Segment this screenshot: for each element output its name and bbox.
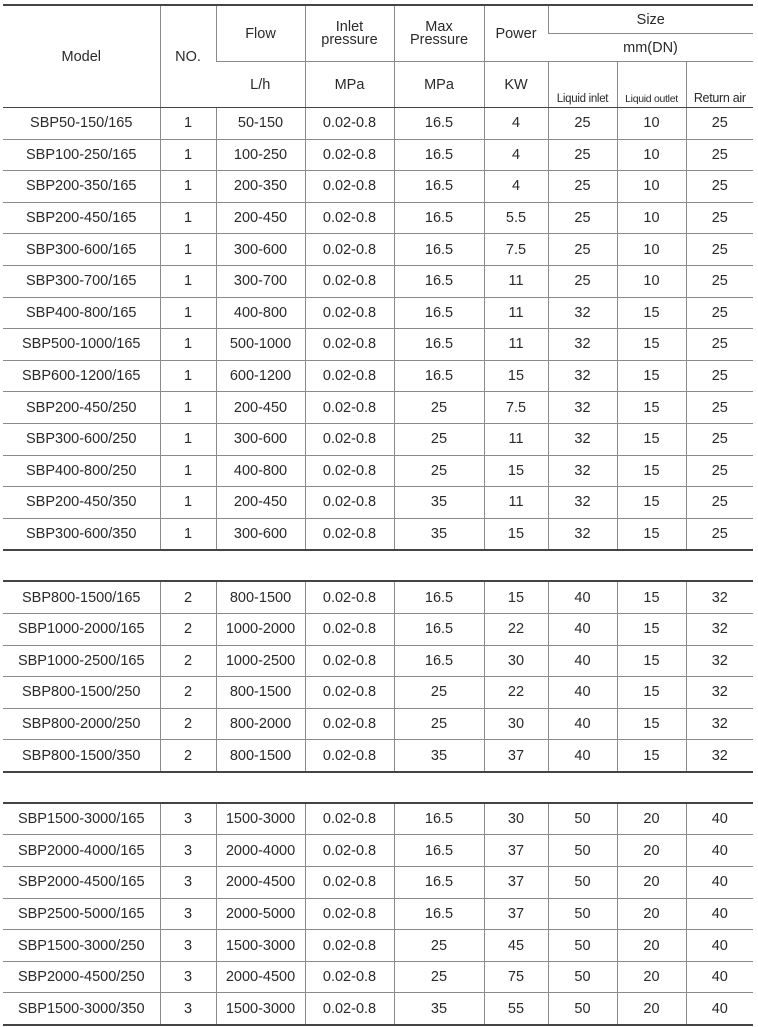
cell-no: 1	[160, 329, 216, 361]
cell-flow: 200-350	[216, 171, 305, 203]
cell-max-pressure: 35	[394, 487, 484, 519]
cell-no: 3	[160, 898, 216, 930]
cell-inlet-pressure: 0.02-0.8	[305, 993, 394, 1025]
cell-max-pressure: 25	[394, 392, 484, 424]
cell-liquid-inlet: 40	[548, 645, 617, 677]
table-row	[3, 108, 753, 140]
table-row	[3, 677, 753, 709]
cell-no: 3	[160, 867, 216, 899]
cell-liquid-outlet: 20	[617, 898, 686, 930]
table-row	[3, 265, 753, 297]
cell-liquid-outlet: 15	[617, 423, 686, 455]
cell-liquid-outlet: 15	[617, 360, 686, 392]
header-max-pressure	[394, 5, 484, 62]
cell-liquid-outlet: 15	[617, 329, 686, 361]
cell-model: SBP300-600/250	[3, 423, 160, 455]
header-model: Model	[3, 5, 160, 108]
cell-return-air: 32	[686, 677, 753, 709]
table-row	[3, 171, 753, 203]
cell-inlet-pressure: 0.02-0.8	[305, 297, 394, 329]
cell-flow: 500-1000	[216, 329, 305, 361]
cell-max-pressure: 16.5	[394, 867, 484, 899]
cell-return-air: 32	[686, 708, 753, 740]
group-spacer-cell	[3, 772, 753, 803]
cell-power: 15	[484, 518, 548, 550]
cell-inlet-pressure: 0.02-0.8	[305, 139, 394, 171]
cell-return-air: 25	[686, 297, 753, 329]
cell-liquid-outlet: 10	[617, 139, 686, 171]
table-row	[3, 740, 753, 772]
cell-return-air: 40	[686, 835, 753, 867]
cell-max-pressure: 16.5	[394, 202, 484, 234]
table-row	[3, 645, 753, 677]
table-row	[3, 297, 753, 329]
cell-model: SBP800-2000/250	[3, 708, 160, 740]
cell-liquid-outlet: 20	[617, 867, 686, 899]
table-row	[3, 930, 753, 962]
header-flow-label: Flow	[245, 25, 276, 42]
cell-inlet-pressure: 0.02-0.8	[305, 961, 394, 993]
cell-liquid-inlet: 32	[548, 360, 617, 392]
cell-model: SBP1000-2000/165	[3, 613, 160, 645]
cell-liquid-inlet: 25	[548, 139, 617, 171]
table-row	[3, 613, 753, 645]
cell-power: 30	[484, 708, 548, 740]
cell-inlet-pressure: 0.02-0.8	[305, 202, 394, 234]
cell-flow: 50-150	[216, 108, 305, 140]
cell-inlet-pressure: 0.02-0.8	[305, 867, 394, 899]
cell-no: 1	[160, 518, 216, 550]
cell-return-air: 25	[686, 329, 753, 361]
cell-liquid-inlet: 25	[548, 265, 617, 297]
cell-flow: 200-450	[216, 392, 305, 424]
cell-model: SBP2500-5000/165	[3, 898, 160, 930]
cell-no: 1	[160, 360, 216, 392]
cell-liquid-outlet: 15	[617, 455, 686, 487]
cell-power: 15	[484, 581, 548, 613]
cell-model: SBP200-350/165	[3, 171, 160, 203]
cell-return-air: 25	[686, 360, 753, 392]
cell-liquid-inlet: 32	[548, 392, 617, 424]
cell-max-pressure: 35	[394, 740, 484, 772]
table-row	[3, 835, 753, 867]
cell-no: 2	[160, 581, 216, 613]
group-spacer-cell	[3, 550, 753, 581]
cell-liquid-outlet: 15	[617, 645, 686, 677]
cell-liquid-outlet: 15	[617, 740, 686, 772]
cell-model: SBP300-700/165	[3, 265, 160, 297]
cell-no: 1	[160, 139, 216, 171]
header-size-unit: mm(DN)	[548, 34, 753, 62]
cell-max-pressure: 25	[394, 677, 484, 709]
cell-flow: 400-800	[216, 297, 305, 329]
cell-return-air: 40	[686, 961, 753, 993]
cell-inlet-pressure: 0.02-0.8	[305, 108, 394, 140]
cell-liquid-inlet: 40	[548, 677, 617, 709]
cell-max-pressure: 25	[394, 455, 484, 487]
cell-return-air: 40	[686, 867, 753, 899]
table-row	[3, 898, 753, 930]
cell-power: 15	[484, 455, 548, 487]
group-spacer	[3, 772, 753, 803]
cell-power: 11	[484, 423, 548, 455]
cell-power: 37	[484, 835, 548, 867]
cell-model: SBP1500-3000/350	[3, 993, 160, 1025]
cell-flow: 800-2000	[216, 708, 305, 740]
cell-inlet-pressure: 0.02-0.8	[305, 677, 394, 709]
cell-return-air: 25	[686, 202, 753, 234]
cell-liquid-inlet: 32	[548, 455, 617, 487]
cell-liquid-outlet: 15	[617, 297, 686, 329]
cell-return-air: 32	[686, 613, 753, 645]
cell-flow: 2000-4500	[216, 961, 305, 993]
cell-flow: 2000-4500	[216, 867, 305, 899]
cell-liquid-outlet: 10	[617, 108, 686, 140]
cell-inlet-pressure: 0.02-0.8	[305, 581, 394, 613]
cell-max-pressure: 16.5	[394, 329, 484, 361]
cell-max-pressure: 16.5	[394, 645, 484, 677]
cell-return-air: 25	[686, 455, 753, 487]
cell-max-pressure: 25	[394, 423, 484, 455]
cell-liquid-inlet: 50	[548, 867, 617, 899]
cell-return-air: 25	[686, 171, 753, 203]
cell-model: SBP500-1000/165	[3, 329, 160, 361]
header-max-unit: MPa	[394, 62, 484, 108]
cell-return-air: 25	[686, 423, 753, 455]
table-row	[3, 423, 753, 455]
cell-power: 75	[484, 961, 548, 993]
header-no: NO.	[160, 5, 216, 108]
cell-liquid-inlet: 50	[548, 835, 617, 867]
cell-power: 22	[484, 613, 548, 645]
cell-power: 45	[484, 930, 548, 962]
cell-inlet-pressure: 0.02-0.8	[305, 645, 394, 677]
cell-max-pressure: 16.5	[394, 360, 484, 392]
cell-inlet-pressure: 0.02-0.8	[305, 930, 394, 962]
cell-liquid-outlet: 20	[617, 993, 686, 1025]
cell-no: 1	[160, 392, 216, 424]
table-row	[3, 360, 753, 392]
cell-flow: 2000-5000	[216, 898, 305, 930]
cell-flow: 400-800	[216, 455, 305, 487]
cell-flow: 800-1500	[216, 581, 305, 613]
cell-liquid-inlet: 40	[548, 581, 617, 613]
cell-liquid-inlet: 50	[548, 993, 617, 1025]
header-power-unit: KW	[484, 62, 548, 108]
cell-flow: 800-1500	[216, 740, 305, 772]
cell-liquid-outlet: 20	[617, 803, 686, 835]
cell-liquid-outlet: 10	[617, 234, 686, 266]
cell-power: 55	[484, 993, 548, 1025]
spec-table	[3, 4, 753, 1026]
cell-max-pressure: 25	[394, 930, 484, 962]
cell-no: 3	[160, 993, 216, 1025]
cell-inlet-pressure: 0.02-0.8	[305, 392, 394, 424]
cell-liquid-outlet: 15	[617, 581, 686, 613]
cell-power: 11	[484, 329, 548, 361]
cell-liquid-outlet: 20	[617, 961, 686, 993]
header-inlet-line1: Inlet	[335, 18, 364, 35]
cell-no: 1	[160, 108, 216, 140]
group-spacer	[3, 550, 753, 581]
header-flow	[216, 5, 305, 62]
cell-return-air: 32	[686, 645, 753, 677]
cell-max-pressure: 16.5	[394, 171, 484, 203]
cell-no: 3	[160, 930, 216, 962]
cell-power: 4	[484, 108, 548, 140]
cell-liquid-outlet: 15	[617, 392, 686, 424]
table-row	[3, 329, 753, 361]
cell-inlet-pressure: 0.02-0.8	[305, 329, 394, 361]
cell-flow: 300-700	[216, 265, 305, 297]
cell-liquid-outlet: 20	[617, 930, 686, 962]
header-power: Power	[484, 5, 548, 62]
cell-no: 2	[160, 740, 216, 772]
cell-return-air: 25	[686, 518, 753, 550]
header-flow-unit: L/h	[216, 62, 305, 108]
table-row	[3, 993, 753, 1025]
table-row	[3, 234, 753, 266]
cell-inlet-pressure: 0.02-0.8	[305, 803, 394, 835]
cell-power: 15	[484, 360, 548, 392]
cell-flow: 200-450	[216, 487, 305, 519]
cell-model: SBP1000-2500/165	[3, 645, 160, 677]
cell-no: 1	[160, 234, 216, 266]
cell-max-pressure: 16.5	[394, 139, 484, 171]
cell-liquid-outlet: 15	[617, 518, 686, 550]
header-liquid-outlet: Liquid outlet	[617, 62, 686, 108]
cell-max-pressure: 25	[394, 708, 484, 740]
cell-model: SBP800-1500/165	[3, 581, 160, 613]
cell-return-air: 40	[686, 803, 753, 835]
cell-power: 11	[484, 487, 548, 519]
cell-liquid-inlet: 25	[548, 202, 617, 234]
cell-power: 37	[484, 898, 548, 930]
table-row	[3, 487, 753, 519]
cell-liquid-inlet: 50	[548, 961, 617, 993]
table-row	[3, 867, 753, 899]
cell-max-pressure: 16.5	[394, 613, 484, 645]
cell-max-pressure: 16.5	[394, 835, 484, 867]
cell-model: SBP50-150/165	[3, 108, 160, 140]
cell-return-air: 32	[686, 581, 753, 613]
cell-max-pressure: 16.5	[394, 297, 484, 329]
cell-return-air: 40	[686, 898, 753, 930]
cell-max-pressure: 35	[394, 518, 484, 550]
cell-liquid-outlet: 10	[617, 265, 686, 297]
cell-no: 1	[160, 265, 216, 297]
table-row	[3, 202, 753, 234]
cell-max-pressure: 16.5	[394, 234, 484, 266]
table-row	[3, 803, 753, 835]
cell-max-pressure: 16.5	[394, 108, 484, 140]
cell-liquid-inlet: 40	[548, 740, 617, 772]
table-row	[3, 518, 753, 550]
cell-inlet-pressure: 0.02-0.8	[305, 898, 394, 930]
header-size: Size	[548, 5, 753, 34]
cell-no: 1	[160, 423, 216, 455]
cell-return-air: 40	[686, 930, 753, 962]
cell-flow: 200-450	[216, 202, 305, 234]
cell-liquid-inlet: 50	[548, 898, 617, 930]
cell-model: SBP200-450/250	[3, 392, 160, 424]
cell-return-air: 25	[686, 139, 753, 171]
header-max-line1: Max	[425, 18, 453, 35]
cell-liquid-inlet: 32	[548, 329, 617, 361]
cell-power: 4	[484, 171, 548, 203]
cell-no: 1	[160, 455, 216, 487]
cell-inlet-pressure: 0.02-0.8	[305, 171, 394, 203]
cell-no: 3	[160, 835, 216, 867]
cell-flow: 1500-3000	[216, 993, 305, 1025]
cell-liquid-outlet: 20	[617, 835, 686, 867]
cell-no: 2	[160, 708, 216, 740]
cell-no: 1	[160, 297, 216, 329]
cell-liquid-inlet: 25	[548, 234, 617, 266]
cell-power: 30	[484, 645, 548, 677]
cell-no: 3	[160, 803, 216, 835]
header-inlet-unit: MPa	[305, 62, 394, 108]
cell-model: SBP800-1500/350	[3, 740, 160, 772]
cell-liquid-inlet: 32	[548, 423, 617, 455]
cell-return-air: 32	[686, 740, 753, 772]
cell-return-air: 25	[686, 392, 753, 424]
cell-inlet-pressure: 0.02-0.8	[305, 423, 394, 455]
cell-model: SBP100-250/165	[3, 139, 160, 171]
cell-liquid-inlet: 32	[548, 297, 617, 329]
cell-power: 11	[484, 297, 548, 329]
cell-liquid-outlet: 15	[617, 677, 686, 709]
cell-no: 1	[160, 171, 216, 203]
cell-flow: 100-250	[216, 139, 305, 171]
cell-power: 7.5	[484, 234, 548, 266]
cell-no: 2	[160, 645, 216, 677]
cell-no: 1	[160, 202, 216, 234]
table-row	[3, 961, 753, 993]
cell-return-air: 40	[686, 993, 753, 1025]
cell-max-pressure: 25	[394, 961, 484, 993]
cell-power: 22	[484, 677, 548, 709]
cell-model: SBP1500-3000/250	[3, 930, 160, 962]
cell-flow: 300-600	[216, 518, 305, 550]
cell-no: 1	[160, 487, 216, 519]
cell-power: 11	[484, 265, 548, 297]
cell-model: SBP1500-3000/165	[3, 803, 160, 835]
cell-return-air: 25	[686, 234, 753, 266]
cell-max-pressure: 35	[394, 993, 484, 1025]
cell-model: SBP200-450/165	[3, 202, 160, 234]
cell-model: SBP400-800/165	[3, 297, 160, 329]
header-liquid-inlet: Liquid inlet	[548, 62, 617, 108]
cell-model: SBP300-600/350	[3, 518, 160, 550]
cell-liquid-outlet: 15	[617, 487, 686, 519]
cell-power: 37	[484, 740, 548, 772]
cell-liquid-inlet: 50	[548, 930, 617, 962]
header-inlet-line2: pressure	[321, 31, 378, 48]
cell-liquid-outlet: 15	[617, 613, 686, 645]
cell-liquid-outlet: 15	[617, 708, 686, 740]
cell-flow: 1000-2000	[216, 613, 305, 645]
cell-return-air: 25	[686, 487, 753, 519]
table-body	[3, 108, 753, 1026]
cell-model: SBP800-1500/250	[3, 677, 160, 709]
cell-model: SBP600-1200/165	[3, 360, 160, 392]
cell-flow: 1500-3000	[216, 930, 305, 962]
cell-flow: 1500-3000	[216, 803, 305, 835]
cell-inlet-pressure: 0.02-0.8	[305, 613, 394, 645]
cell-flow: 2000-4000	[216, 835, 305, 867]
cell-power: 7.5	[484, 392, 548, 424]
cell-power: 30	[484, 803, 548, 835]
cell-model: SBP300-600/165	[3, 234, 160, 266]
cell-inlet-pressure: 0.02-0.8	[305, 360, 394, 392]
cell-liquid-inlet: 25	[548, 108, 617, 140]
cell-flow: 300-600	[216, 234, 305, 266]
cell-flow: 800-1500	[216, 677, 305, 709]
cell-flow: 1000-2500	[216, 645, 305, 677]
cell-liquid-inlet: 25	[548, 171, 617, 203]
table-row	[3, 581, 753, 613]
cell-model: SBP2000-4500/250	[3, 961, 160, 993]
cell-liquid-inlet: 40	[548, 708, 617, 740]
cell-max-pressure: 16.5	[394, 265, 484, 297]
cell-no: 2	[160, 677, 216, 709]
cell-return-air: 25	[686, 265, 753, 297]
cell-inlet-pressure: 0.02-0.8	[305, 835, 394, 867]
cell-inlet-pressure: 0.02-0.8	[305, 455, 394, 487]
header-inlet-pressure	[305, 5, 394, 62]
cell-model: SBP2000-4000/165	[3, 835, 160, 867]
cell-power: 5.5	[484, 202, 548, 234]
table-row	[3, 392, 753, 424]
cell-inlet-pressure: 0.02-0.8	[305, 234, 394, 266]
table-row	[3, 139, 753, 171]
cell-no: 2	[160, 613, 216, 645]
cell-return-air: 25	[686, 108, 753, 140]
cell-liquid-outlet: 10	[617, 171, 686, 203]
cell-inlet-pressure: 0.02-0.8	[305, 708, 394, 740]
cell-no: 3	[160, 961, 216, 993]
cell-inlet-pressure: 0.02-0.8	[305, 740, 394, 772]
cell-model: SBP400-800/250	[3, 455, 160, 487]
cell-liquid-outlet: 10	[617, 202, 686, 234]
cell-max-pressure: 16.5	[394, 803, 484, 835]
cell-flow: 300-600	[216, 423, 305, 455]
table-header	[3, 5, 753, 108]
cell-liquid-inlet: 50	[548, 803, 617, 835]
header-max-line2: Pressure	[409, 31, 469, 48]
table-row	[3, 708, 753, 740]
cell-liquid-inlet: 40	[548, 613, 617, 645]
cell-liquid-inlet: 32	[548, 518, 617, 550]
cell-flow: 600-1200	[216, 360, 305, 392]
cell-power: 4	[484, 139, 548, 171]
cell-inlet-pressure: 0.02-0.8	[305, 487, 394, 519]
cell-power: 37	[484, 867, 548, 899]
table-row	[3, 455, 753, 487]
cell-model: SBP2000-4500/165	[3, 867, 160, 899]
header-return-air: Return air	[686, 62, 753, 108]
cell-max-pressure: 16.5	[394, 898, 484, 930]
cell-inlet-pressure: 0.02-0.8	[305, 518, 394, 550]
cell-model: SBP200-450/350	[3, 487, 160, 519]
cell-max-pressure: 16.5	[394, 581, 484, 613]
cell-inlet-pressure: 0.02-0.8	[305, 265, 394, 297]
cell-liquid-inlet: 32	[548, 487, 617, 519]
